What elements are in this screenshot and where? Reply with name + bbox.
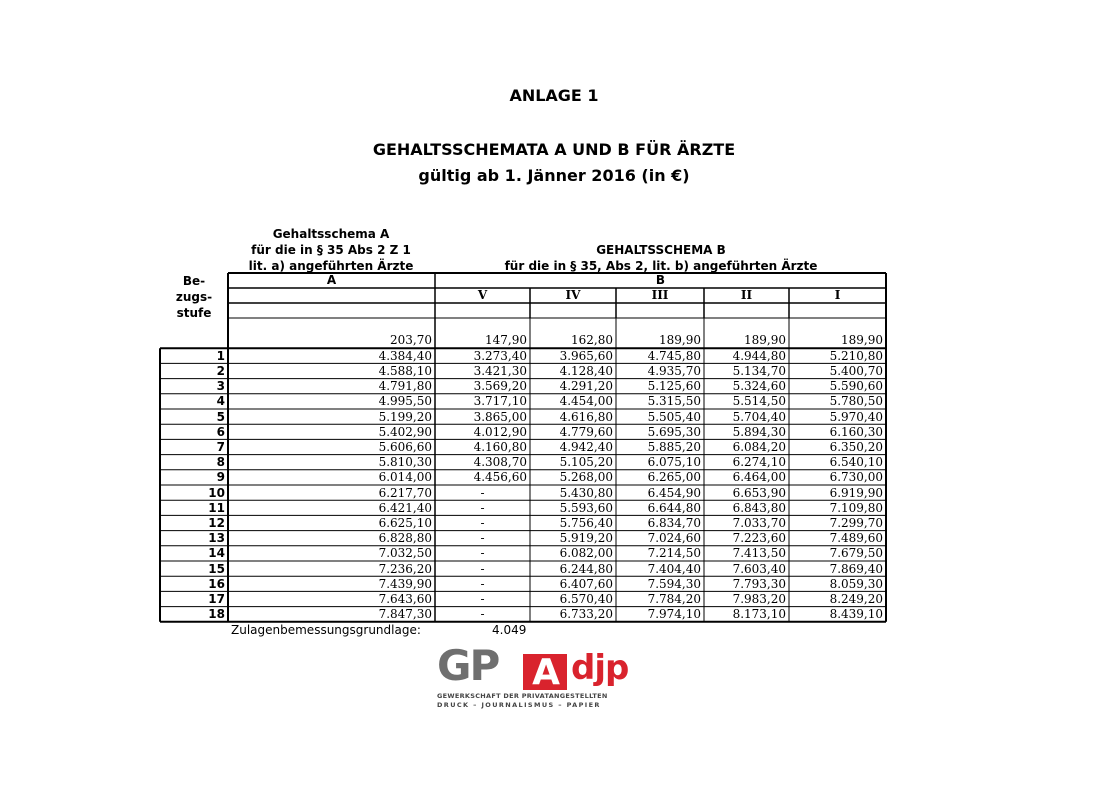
salary-cell: 6.644,80 xyxy=(647,500,701,515)
salary-cell: 7.784,20 xyxy=(647,591,701,606)
salary-cell: 5.210,80 xyxy=(829,348,883,363)
gpa-djp-logo xyxy=(437,641,629,712)
salary-cell: 7.223,60 xyxy=(732,531,786,546)
salary-cell: 4.454,00 xyxy=(559,394,613,409)
schema-b-caption-line: für die in § 35, Abs 2, lit. b) angeführten Ärzte xyxy=(504,259,818,273)
salary-cell: 5.324,60 xyxy=(732,379,786,394)
salary-cell: 4.291,20 xyxy=(559,379,613,394)
salary-cell: - xyxy=(480,576,485,591)
salary-cell: 6.834,70 xyxy=(647,515,701,530)
page-title: GEHALTSSCHEMATA A UND B FÜR ÄRZTE xyxy=(372,140,736,159)
salary-cell: 6.244,80 xyxy=(559,561,613,576)
increment-cell: 189,90 xyxy=(841,333,883,347)
bezugsstufe-cell: 8 xyxy=(216,455,225,470)
bezugsstufe-cell: 9 xyxy=(216,470,225,485)
salary-cell: 7.679,50 xyxy=(829,546,883,561)
zulage-label: Zulagenbemessungsgrundlage: xyxy=(231,623,421,637)
salary-cell: 6.625,10 xyxy=(378,515,432,530)
bezugsstufe-cell: 17 xyxy=(208,591,225,606)
logo-djp-text: djp xyxy=(571,648,629,688)
salary-cell: 3.865,00 xyxy=(473,409,527,424)
salary-cell: 7.974,10 xyxy=(647,607,701,622)
salary-cell: 5.919,20 xyxy=(559,531,613,546)
bezugsstufe-cell: 3 xyxy=(216,379,225,394)
salary-cell: 7.109,80 xyxy=(829,500,883,515)
salary-cell: 5.780,50 xyxy=(829,394,883,409)
column-header: II xyxy=(740,288,753,302)
salary-cell: 6.075,10 xyxy=(647,455,701,470)
salary-cell: 4.308,70 xyxy=(473,455,527,470)
column-header: IV xyxy=(565,288,581,302)
salary-cell: 5.268,00 xyxy=(559,470,613,485)
salary-cell: 6.653,90 xyxy=(732,485,786,500)
salary-cell: 5.590,60 xyxy=(829,379,883,394)
bezugsstufe-cell: 15 xyxy=(208,561,225,576)
salary-cell: 7.489,60 xyxy=(829,531,883,546)
salary-cell: 7.643,60 xyxy=(378,591,432,606)
salary-cell: 6.919,90 xyxy=(829,485,883,500)
schema-a-caption-line: lit. a) angeführten Ärzte xyxy=(248,259,414,273)
schema-a-caption-line: für die in § 35 Abs 2 Z 1 xyxy=(251,243,411,257)
salary-cell: 6.540,10 xyxy=(829,455,883,470)
bezugsstufe-cell: 14 xyxy=(208,546,225,561)
schema-a-caption-line: Gehaltsschema A xyxy=(272,227,390,241)
salary-cell: 6.407,60 xyxy=(559,576,613,591)
salary-cell: 7.869,40 xyxy=(829,561,883,576)
salary-cell: 7.214,50 xyxy=(647,546,701,561)
increment-cell: 147,90 xyxy=(485,333,527,347)
salary-cell: 5.315,50 xyxy=(647,394,701,409)
salary-cell: - xyxy=(480,561,485,576)
logo-tagline-1: GEWERKSCHAFT DER PRIVATANGESTELLTEN xyxy=(437,692,608,700)
salary-cell: 6.084,20 xyxy=(732,439,786,454)
salary-cell: 6.730,00 xyxy=(829,470,883,485)
salary-cell: - xyxy=(480,485,485,500)
salary-cell: 6.733,20 xyxy=(559,607,613,622)
salary-cell: 6.454,90 xyxy=(647,485,701,500)
salary-cell: 5.134,70 xyxy=(732,363,786,378)
salary-cell: 3.421,30 xyxy=(473,363,527,378)
salary-cell: 7.439,90 xyxy=(378,576,432,591)
column-header: III xyxy=(651,288,669,302)
salary-cell: 5.199,20 xyxy=(378,409,432,424)
salary-cell: 6.828,80 xyxy=(378,531,432,546)
salary-cell: - xyxy=(480,515,485,530)
increment-cell: 189,90 xyxy=(659,333,701,347)
bezugsstufe-header-line: stufe xyxy=(176,306,212,320)
bezugsstufe-cell: 7 xyxy=(216,439,225,454)
bezugsstufe-header-line: zugs- xyxy=(175,290,213,304)
bezugsstufe-cell: 12 xyxy=(208,515,225,530)
salary-cell: 6.014,00 xyxy=(378,470,432,485)
salary-cell: 5.514,50 xyxy=(732,394,786,409)
salary-cell: 7.983,20 xyxy=(732,591,786,606)
bezugsstufe-cell: 16 xyxy=(208,576,225,591)
salary-cell: 5.606,60 xyxy=(378,439,432,454)
salary-cell: 4.944,80 xyxy=(732,348,786,363)
salary-cell: 7.236,20 xyxy=(378,561,432,576)
salary-cell: 4.995,50 xyxy=(378,394,432,409)
salary-cell: 7.793,30 xyxy=(732,576,786,591)
schema-b-caption-line: GEHALTSSCHEMA B xyxy=(596,243,726,257)
salary-cell: 6.217,70 xyxy=(378,485,432,500)
salary-cell: 5.894,30 xyxy=(732,424,786,439)
salary-cell: - xyxy=(480,546,485,561)
increment-cell: 189,90 xyxy=(744,333,786,347)
bezugsstufe-cell: 18 xyxy=(208,607,225,622)
salary-cell: 5.400,70 xyxy=(829,363,883,378)
column-header: V xyxy=(477,288,488,302)
salary-cell: 7.033,70 xyxy=(732,515,786,530)
salary-cell: 5.402,90 xyxy=(378,424,432,439)
annex-label: ANLAGE 1 xyxy=(509,86,599,105)
bezugsstufe-cell: 13 xyxy=(208,531,225,546)
salary-cell: 6.350,20 xyxy=(829,439,883,454)
salary-cell: - xyxy=(480,531,485,546)
bezugsstufe-cell: 2 xyxy=(216,363,225,378)
salary-cell: 4.588,10 xyxy=(378,363,432,378)
salary-cell: 4.942,40 xyxy=(559,439,613,454)
salary-cell: 7.032,50 xyxy=(378,546,432,561)
column-header: I xyxy=(834,288,841,302)
salary-cell: 5.756,40 xyxy=(559,515,613,530)
salary-cell: 5.885,20 xyxy=(647,439,701,454)
salary-cell: 7.603,40 xyxy=(732,561,786,576)
salary-cell: 5.704,40 xyxy=(732,409,786,424)
salary-cell: - xyxy=(480,607,485,622)
salary-cell: 5.125,60 xyxy=(647,379,701,394)
validity-subtitle: gültig ab 1. Jänner 2016 (in €) xyxy=(418,166,690,185)
salary-cell: 4.384,40 xyxy=(378,348,432,363)
salary-cell: 6.843,80 xyxy=(732,500,786,515)
salary-cell: 4.935,70 xyxy=(647,363,701,378)
bezugsstufe-cell: 6 xyxy=(216,424,225,439)
bezugsstufe-header-line: Be- xyxy=(182,274,206,288)
salary-cell: 6.274,10 xyxy=(732,455,786,470)
salary-cell: 7.847,30 xyxy=(378,607,432,622)
bezugsstufe-cell: 11 xyxy=(208,500,225,515)
salary-cell: 5.505,40 xyxy=(647,409,701,424)
salary-cell: 4.160,80 xyxy=(473,439,527,454)
salary-cell: 3.273,40 xyxy=(473,348,527,363)
salary-cell: 7.413,50 xyxy=(732,546,786,561)
salary-cell: 5.593,60 xyxy=(559,500,613,515)
salary-cell: 5.970,40 xyxy=(829,409,883,424)
group-label-a: A xyxy=(326,273,337,287)
salary-cell: 6.570,40 xyxy=(559,591,613,606)
increment-cell: 203,70 xyxy=(390,333,432,347)
salary-cell: 6.082,00 xyxy=(559,546,613,561)
bezugsstufe-cell: 5 xyxy=(216,409,225,424)
salary-cell: 5.810,30 xyxy=(378,455,432,470)
salary-cell: 7.404,40 xyxy=(647,561,701,576)
salary-cell: 7.594,30 xyxy=(647,576,701,591)
salary-cell: 3.965,60 xyxy=(559,348,613,363)
salary-cell: 4.745,80 xyxy=(647,348,701,363)
logo-gp-text: GP xyxy=(437,641,499,690)
bezugsstufe-cell: 1 xyxy=(216,348,225,363)
salary-cell: 6.421,40 xyxy=(378,500,432,515)
logo-tagline-2: DRUCK – JOURNALISMUS – PAPIER xyxy=(437,701,601,709)
salary-cell: - xyxy=(480,500,485,515)
salary-cell: 4.779,60 xyxy=(559,424,613,439)
salary-cell: 3.717,10 xyxy=(473,394,527,409)
salary-cell: 6.464,00 xyxy=(732,470,786,485)
salary-cell: 4.791,80 xyxy=(378,379,432,394)
salary-cell: 6.265,00 xyxy=(647,470,701,485)
logo-a-block: A xyxy=(523,654,567,690)
salary-cell: 4.012,90 xyxy=(473,424,527,439)
salary-cell: - xyxy=(480,591,485,606)
increment-cell: 162,80 xyxy=(571,333,613,347)
group-label-b: B xyxy=(655,273,666,287)
salary-cell: 6.160,30 xyxy=(829,424,883,439)
salary-cell: 5.105,20 xyxy=(559,455,613,470)
salary-cell: 4.128,40 xyxy=(559,363,613,378)
salary-cell: 8.059,30 xyxy=(829,576,883,591)
salary-cell: 4.456,60 xyxy=(473,470,527,485)
salary-cell: 5.695,30 xyxy=(647,424,701,439)
salary-cell: 4.616,80 xyxy=(559,409,613,424)
bezugsstufe-cell: 4 xyxy=(216,394,225,409)
salary-cell: 8.173,10 xyxy=(732,607,786,622)
salary-cell: 8.249,20 xyxy=(829,591,883,606)
salary-cell: 3.569,20 xyxy=(473,379,527,394)
salary-cell: 8.439,10 xyxy=(829,607,883,622)
zulage-value: 4.049 xyxy=(492,623,527,637)
salary-cell: 7.024,60 xyxy=(647,531,701,546)
bezugsstufe-cell: 10 xyxy=(208,485,225,500)
salary-cell: 7.299,70 xyxy=(829,515,883,530)
salary-cell: 5.430,80 xyxy=(559,485,613,500)
